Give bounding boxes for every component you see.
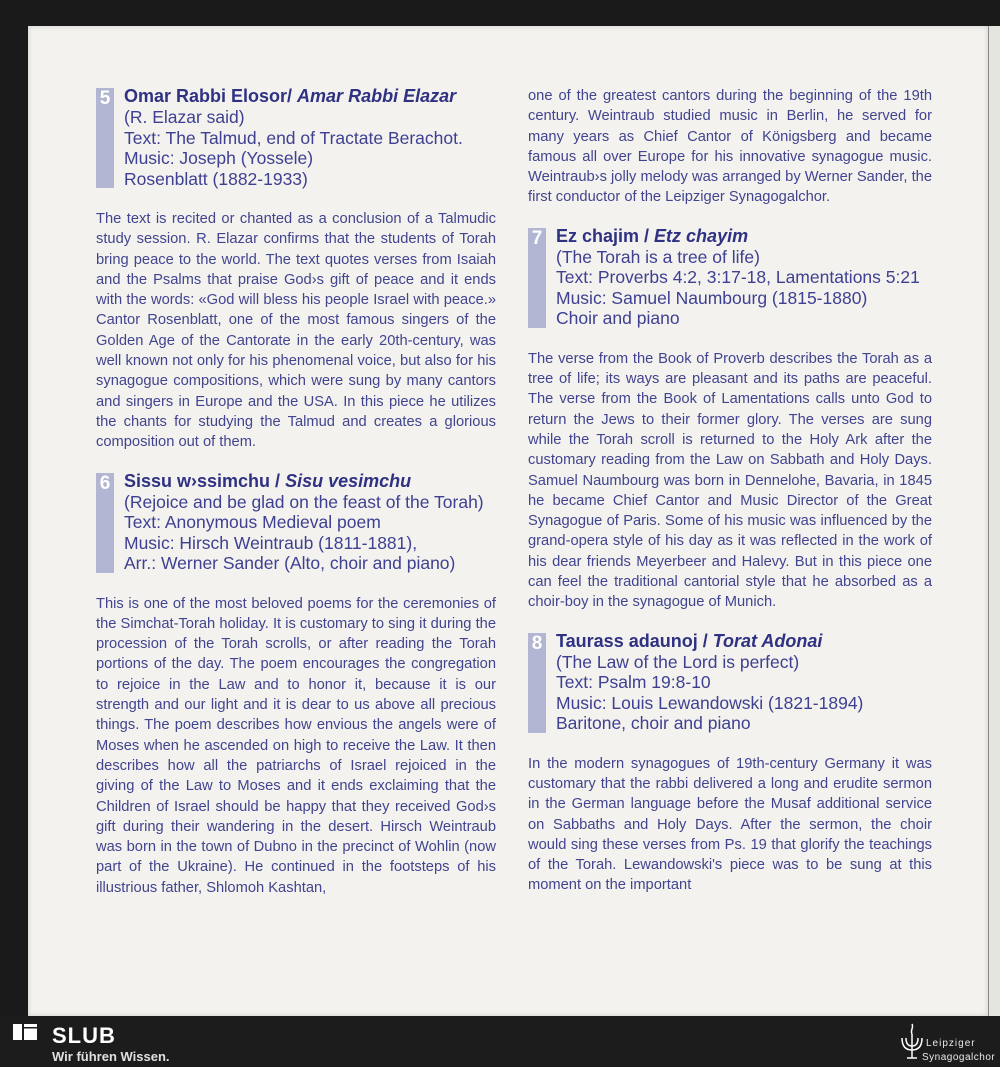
- track-title: [556, 226, 932, 247]
- track-5-header: [96, 86, 496, 189]
- title-transliteration: Torat Adonai: [712, 630, 823, 651]
- next-page-edge: [988, 26, 1000, 1016]
- track-arrangement: Arr.: Werner Sander (Alto, choir and piano): [124, 553, 456, 574]
- partner-name-line2: Synagogalchor: [922, 1052, 996, 1063]
- track-7-description: [528, 349, 932, 613]
- track-5-description: [96, 209, 496, 453]
- track-number: 8: [531, 632, 543, 654]
- track-text-source: Text: Anonymous Medieval poem: [124, 512, 381, 533]
- track-subtitle: (Rejoice and be glad on the feast of the Torah): [124, 491, 484, 512]
- track-subtitle: (The Law of the Lord is perfect): [556, 651, 800, 672]
- track-number: 7: [531, 227, 543, 249]
- track-title: [556, 631, 932, 652]
- paragraph: The text is recited or chanted as a conclusion of a Talmudic study session. R. Elazar confirms that the students of Torah bring peace to the world. The text quotes verses from Isaiah and the Psalms that praise God›s gift of peace and it ends with the words: «God will bless his people Israel with peace.» Cantor Rosenblatt, one of the most famous singers of the Golden Age of the Cantorate in the early 20th-century, was well known not only for his phenomenal voice, but also for his synagogue compositions, which were sung by many cantors and singers in Europe and the USA. In this piece he utilizes the chants for studying the Talmud and creates a glorious composition out of them.: [96, 211, 496, 451]
- track-instrumentation: Baritone, choir and piano: [556, 713, 751, 734]
- book-icon: [12, 1022, 40, 1042]
- track-6-description: [96, 594, 496, 898]
- slub-logo-text[interactable]: SLUB: [52, 1023, 116, 1048]
- paragraph: This is one of the most beloved poems for the ceremonies of the Simchat-Torah holiday. It is customary to sing it during the procession of the Torah scrolls, or after reading the Torah portions of the day. The poem encourages the congregation to rejoice in the Law and to honor it, because it is our strength and our light and it is dear to us above all precious things. The poem describes how envious the angels were of Moses when he ascended on high to receive the Law. It then describes how all the patriarchs of Israel rejoiced in the giving of the Law to Moses and it ends exclaiming that the Children of Israel should be happy that they received God›s gift during their wandering in the desert. Hirsch Weintraub was born in the town of Dubno in the precinct of Wohlin (now part of the Ukraine). He continued in the footsteps of his illustrious father, Shlomoh Kashtan,: [96, 595, 496, 896]
- paragraph: The verse from the Book of Proverb describes the Torah as a tree of life; its ways are pleasant and its paths are peaceful. The verse from the Book of Lamentations calls unto God to return the Jews to their former glory. The verses are sung while the Torah scroll is returned to the Holy Ark after the customary reading from the Law on Sabbath and Holy Days. Samuel Naumbourg was born in Dennelohe, Bavaria, in 1845 he became Chief Cantor and Music Director of the Great Synagogue of Paris. Some of his music was influenced by the grand-opera style of his day as it was reflected in the work of his dear friends Meyerbeer and Halevy. But in this piece one can feel the traditional cantorial style that he absorbed as a choir-boy in the synagogue of Munich.: [528, 350, 932, 611]
- spacer: [96, 453, 496, 471]
- partner-name-line1: Leipziger: [926, 1038, 976, 1049]
- track-subtitle: (R. Elazar said): [124, 107, 245, 127]
- title-transliteration: Sisu vesimchu: [285, 470, 412, 491]
- track-6-header: [96, 471, 496, 574]
- track-8-header: [528, 631, 932, 734]
- title-transliteration: Amar Rabbi Elazar: [297, 86, 457, 106]
- track-instrumentation: Choir and piano: [556, 308, 680, 329]
- track-subtitle: (The Torah is a tree of life): [556, 246, 760, 267]
- left-column: [96, 86, 496, 898]
- track-title: [124, 471, 496, 492]
- title-original: Ez chajim /: [556, 225, 655, 246]
- track-title: [124, 86, 496, 107]
- track-8-description: [528, 754, 932, 896]
- spacer: [528, 613, 932, 631]
- track-text-source: Text: Psalm 19:8-10: [556, 672, 711, 693]
- track-text-source: Text: Proverbs 4:2, 3:17-18, Lamentations 5:21: [556, 267, 920, 288]
- title-original: Taurass adaunoj /: [556, 630, 713, 651]
- title-original: Omar Rabbi Elosor/: [124, 86, 298, 106]
- track-number: 5: [99, 88, 111, 109]
- track-music-credit: Music: Hirsch Weintraub (1811-1881),: [124, 532, 418, 553]
- track-text-source: Text: The Talmud, end of Tractate Berachot.: [124, 127, 463, 148]
- track-music-credit: Music: Samuel Naumbourg (1815-1880): [556, 287, 868, 308]
- slub-tagline: Wir führen Wissen.: [52, 1049, 170, 1064]
- spacer: [528, 208, 932, 226]
- title-original: Sissu w›ssimchu /: [124, 470, 286, 491]
- continued-text: [528, 86, 932, 208]
- track-music-credit-cont: Rosenblatt (1882-1933): [124, 168, 308, 189]
- track-music-credit: Music: Joseph (Yossele): [124, 148, 314, 168]
- title-transliteration: Etz chayim: [654, 225, 749, 246]
- paragraph: one of the greatest cantors during the beginning of the 19th century. Weintraub studied music in Berlin, he served for many years as Chief Cantor of Königsberg and became famous all over Europe for his innovative synagogue music. Weintraub›s jolly melody was arranged by Werner Sander, the first conductor of the Leipziger Synagogalchor.: [528, 88, 932, 206]
- track-music-credit: Music: Louis Lewandowski (1821-1894): [556, 692, 864, 713]
- track-number: 6: [99, 472, 111, 494]
- track-7-header: [528, 226, 932, 329]
- right-column: [528, 86, 932, 896]
- paragraph: In the modern synagogues of 19th-century Germany it was customary that the rabbi delivered a long and erudite sermon in the German language before the Musaf additional service on Sabbaths and Holy Days. After the sermon, the choir would sing these verses from Ps. 19 that glorify the teachings of the Torah. Lewandowski's piece was to be sung at this moment on the important: [528, 755, 932, 894]
